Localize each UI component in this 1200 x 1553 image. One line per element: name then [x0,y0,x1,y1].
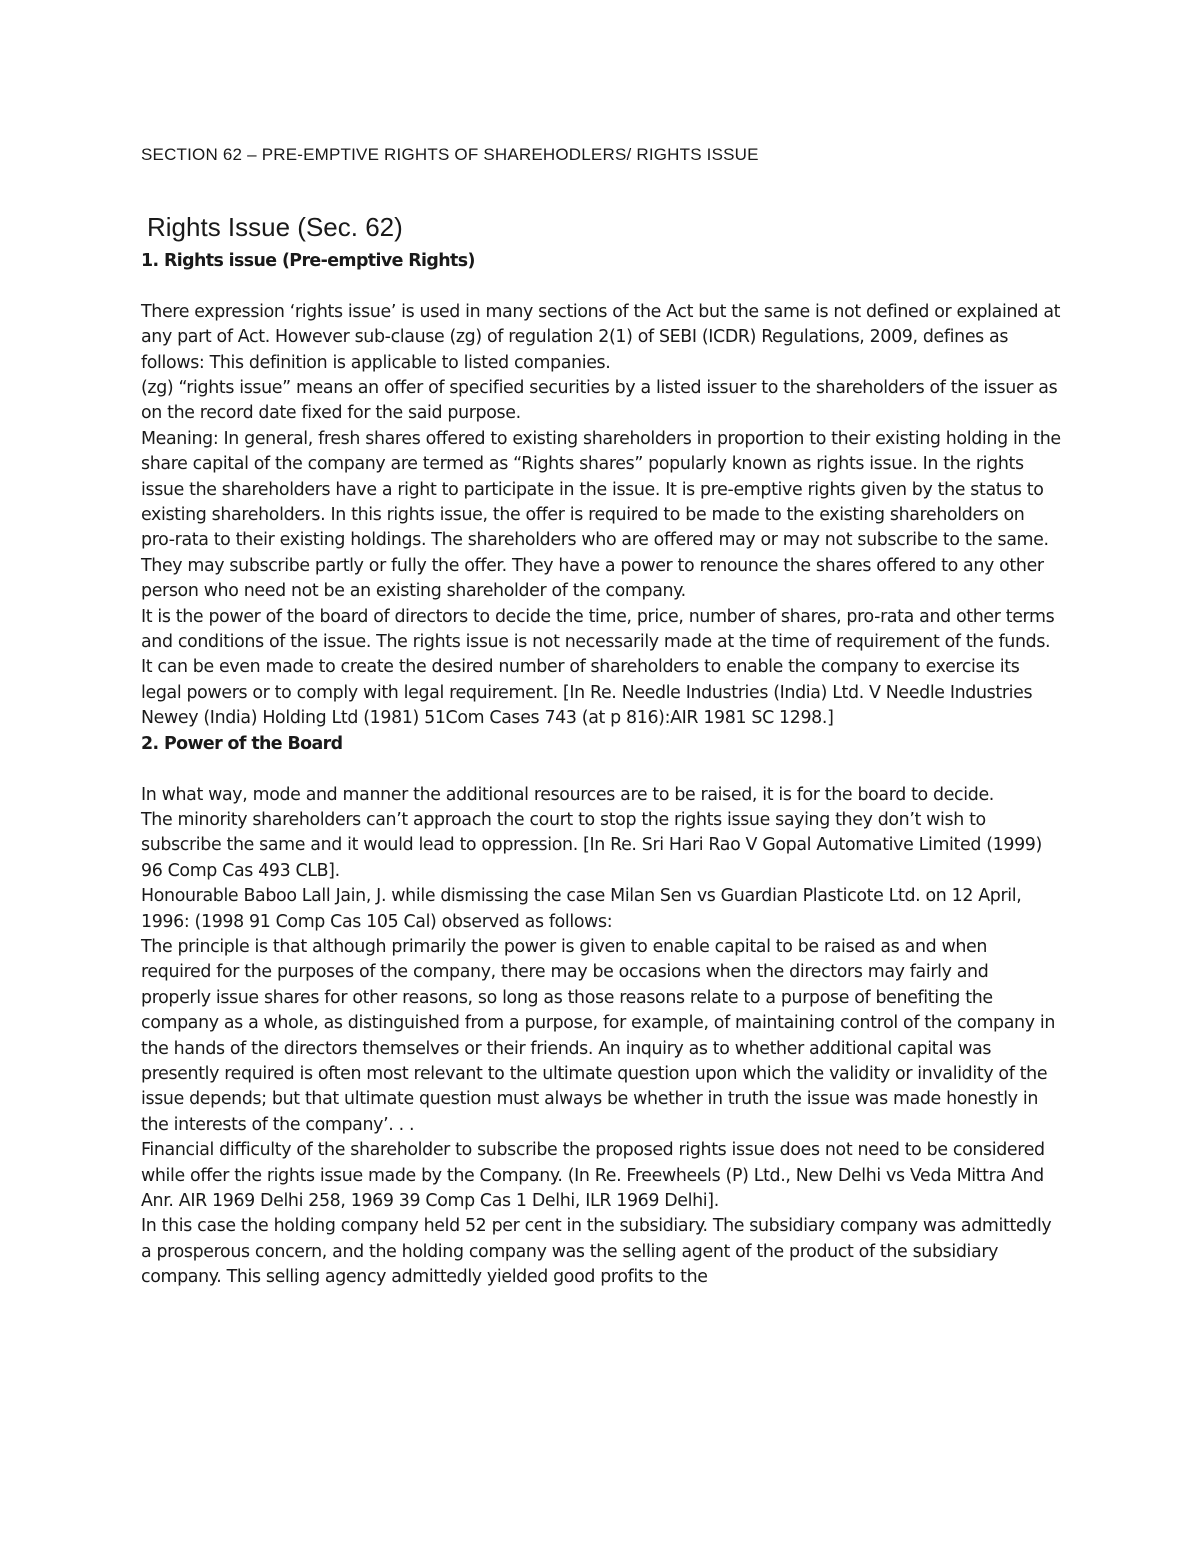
paragraph-resources: In what way, mode and manner the additional resources are to be raised, it is for the board to decide. [141,784,994,805]
heading-power-of-board: 2. Power of the Board [141,733,343,754]
paragraph-minority-shareholders: The minority shareholders can’t approach the court to stop the rights issue saying they don’t wish to subscribe the same and it would lead to oppression. [In Re. Sri Hari Rao V Gopal Automative Limited (1999) 96 Comp Cas 493 CLB]. [141,809,1042,881]
heading-rights-issue: 1. Rights issue (Pre-emptive Rights) [141,251,475,271]
paragraph-principle-quote: The principle is that although primarily the power is given to enable capital to be raised as and when required for the purposes of the company, there may be occasions when the directors may fairly and properly issue shares for other reasons, so long as those reasons relate to a purpose of benefiting the company as a whole, as distinguished from a purpose, for example, of maintaining control of the company in the hands of the directors themselves or their friends. An inquiry as to whether additional capital was presently required is often most relevant to the ultimate question upon which the validity or invalidity of the issue depends; but that ultimate question must always be whether in truth the issue was made honestly in the interests of the company’. . . [141,936,1056,1135]
document-title: Rights Issue (Sec. 62) [147,212,403,242]
spacer [141,757,1061,782]
paragraph-definition-intro: There expression ‘rights issue’ is used in many sections of the Act but the same is not defined or explained at any part of Act. However sub-clause (zg) of regulation 2(1) of SEBI (ICDR) Regulations, 2009, defines as follows: This definition is applicable to listed companies. [141,301,1061,373]
paragraph-board-power: It is the power of the board of directors to decide the time, price, number of shares, pro-rata and other terms and conditions of the issue. The rights issue is not necessarily made at the time of requirement of the funds. It can be even made to create the desired number of shareholders to enable the company to exercise its legal powers or to comply with legal requirement. [In Re. Needle Industries (India) Ltd. V Needle Industries Newey (India) Holding Ltd (1981) 51Com Cases 743 (at p 816):AIR 1981 SC 1298.] [141,606,1055,729]
paragraph-meaning: Meaning: In general, fresh shares offered to existing shareholders in proportion to their existing holding in the share capital of the company are termed as “Rights shares” popularly known as rights issue. In the rights issue the shareholders have a right to participate in the issue. It is pre-emptive rights given by the status to existing shareholders. In this rights issue, the offer is required to be made to the existing shareholders on pro-rata to their existing holdings. The shareholders who are offered may or may not subscribe to the same. They may subscribe partly or fully the offer. They have a power to renounce the shares offered to any other person who need not be an existing shareholder of the company. [141,428,1061,602]
paragraph-milan-sen-case: Honourable Baboo Lall Jain, J. while dismissing the case Milan Sen vs Guardian Plasticote Ltd. on 12 April, 1996: (1998 91 Comp Cas 105 Cal) observed as follows: [141,886,1022,932]
paragraph-holding-company: In this case the holding company held 52 per cent in the subsidiary. The subsidiary company was admittedly a prosperous concern, and the holding company was the selling agent of the product of the subsidiary company. This selling agency admittedly yielded good profits to the [141,1216,1052,1288]
paragraph-zg-definition: (zg) “rights issue” means an offer of specified securities by a listed issuer to the shareholders of the issuer as on the record date fixed for the said purpose. [141,378,1058,424]
spacer [141,274,1061,299]
section-header: SECTION 62 – PRE-EMPTIVE RIGHTS OF SHAREHODLERS/ RIGHTS ISSUE [141,145,759,164]
paragraph-financial-difficulty: Financial difficulty of the shareholder to subscribe the proposed rights issue does not need to be considered while offer the rights issue made by the Company. (In Re. Freewheels (P) Ltd., New Delhi vs Veda Mittra And Anr. AIR 1969 Delhi 258, 1969 39 Comp Cas 1 Delhi, ILR 1969 Delhi]. [141,1140,1045,1211]
document-body [141,249,1061,1291]
